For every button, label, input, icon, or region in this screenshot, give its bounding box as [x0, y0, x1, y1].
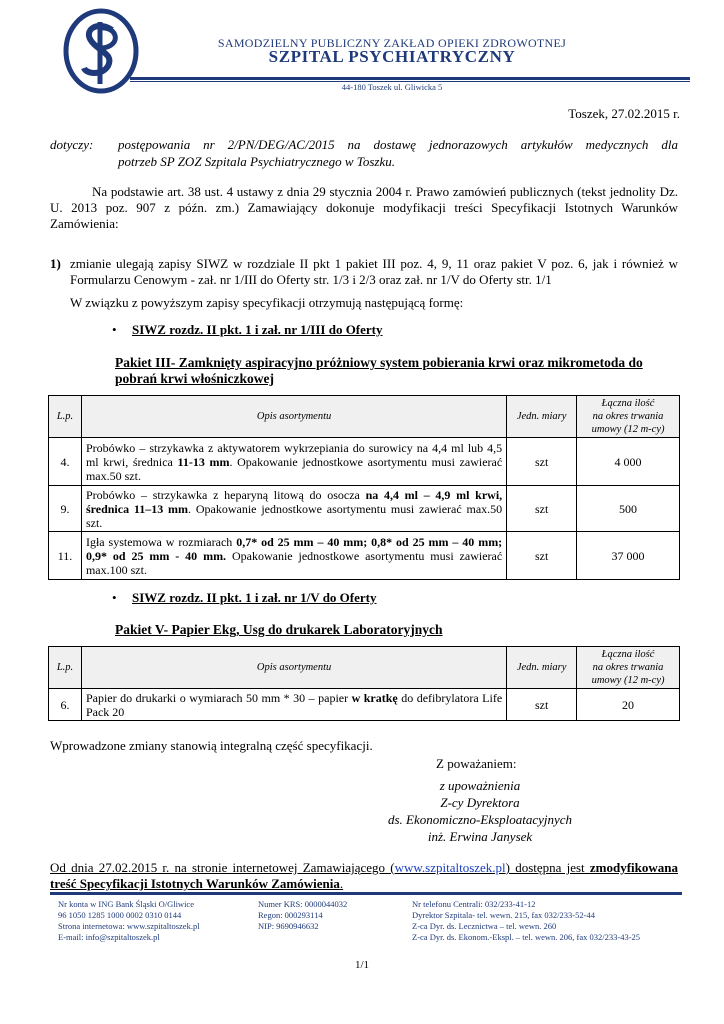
footer-email: E-mail: info@szpitaltoszek.pl: [58, 932, 160, 942]
row-lp: 6.: [49, 689, 82, 721]
bullet-dot: •: [112, 322, 117, 337]
header-qty: [577, 647, 680, 689]
website-link[interactable]: www.szpitaltoszek.pl: [394, 860, 506, 875]
signature-line1: z upoważnienia: [439, 778, 521, 793]
table-row: [49, 486, 680, 532]
org-address: 44-180 Toszek ul. Gliwicka 5: [341, 82, 443, 92]
signature-line4: inż. Erwina Janysek: [427, 829, 533, 844]
row-unit: szt: [507, 438, 577, 486]
intro-paragraph: Na podstawie art. 38 ust. 4 ustawy z dnia 29 stycznia 2004 r. Prawo zamówień publicznych (tekst jednolity Dz. U. 2013 poz. 907 z późn. zm.) Zamawiający dokonuje modyfikacji treści Specyfikacji Istotnych Warunków Zamówienia:: [50, 184, 678, 231]
row-qty: 500: [577, 486, 680, 532]
table-header-row: [49, 647, 680, 689]
header-desc: Opis asortymentu: [81, 396, 506, 438]
footer-phone-medical: Z-ca Dyr. ds. Lecznictwa – tel. wewn. 260: [412, 921, 557, 931]
consequence-text: W związku z powyższym zapisy specyfikacji otrzymują następującą formę:: [70, 295, 464, 310]
package3-title: Pakiet III- Zamknięty aspiracyjno próżniowy system pobierania krwi oraz mikrometoda do pobrań krwi włośniczkowej: [115, 355, 643, 386]
signature-line2: Z-cy Dyrektora: [440, 795, 520, 810]
subject-line2: potrzeb SP ZOZ Szpitala Psychiatrycznego w Toszku.: [118, 154, 395, 169]
item-text: zmianie ulegają zapisy SIWZ w rozdziale II pkt 1 pakiet III poz. 4, 9, 11 oraz pakiet V poz. 6, jak i również w Formularzu Cenowym - zał. nr 1/III do Oferty str. 1/3 i 2/3 oraz zał. nr 1/V do Oferty str. 1/1: [70, 256, 678, 287]
hospital-logo: [62, 8, 140, 94]
row-desc: Probówko – strzykawka z heparyną litową do osocza na 4,4 ml – 4,9 ml krwi, średnica 11–13 mm. Opakowanie jednostkowe asortymentu musi zawierać max.50 szt.: [81, 486, 506, 532]
footer-account: 96 1050 1285 1000 0002 0310 0144: [58, 910, 182, 920]
bullet-siwz-3: SIWZ rozdz. II pkt. 1 i zał. nr 1/III do Oferty: [132, 322, 383, 337]
notice-end: .: [339, 876, 344, 891]
package5-table: [48, 646, 680, 721]
header-qty-line1: Łączna ilość: [601, 398, 655, 409]
row-lp: 11.: [49, 532, 82, 580]
row-desc: Igła systemowa w rozmiarach 0,7* od 25 mm – 40 mm; 0,8* od 25 mm – 40 mm; 0,9* od 25 mm - 40 mm. Opakowanie jednostkowe asortymentu musi zawierać max.100 szt.: [81, 532, 506, 580]
table-header-row: [49, 396, 680, 438]
header-lp: L.p.: [49, 647, 82, 689]
footer-phones: [412, 899, 702, 943]
footer-phone-economic: Z-ca Dyr. ds. Ekonom.-Ekspl. – tel. wewn. 206, fax 032/233-43-25: [412, 932, 641, 942]
table-row: [49, 438, 680, 486]
header-qty-line3: umowy (12 m-cy): [591, 675, 665, 686]
footer-krs: Numer KRS: 0000044032: [258, 899, 348, 909]
page-number: 1/1: [354, 959, 370, 971]
footer-regon: Regon: 000293114: [258, 910, 323, 920]
header-unit: Jedn. miary: [507, 396, 577, 438]
item-number: 1): [50, 256, 61, 271]
bullet-dot: •: [112, 590, 117, 605]
header-desc: Opis asortymentu: [81, 647, 506, 689]
notice-pre: Od dnia 27.02.2015 r. na stronie internetowej Zamawiającego (: [50, 860, 395, 875]
table-row: [49, 532, 680, 580]
footer-website: Strona internetowa: www.szpitaltoszek.pl: [58, 921, 200, 931]
notice-paragraph: [50, 860, 678, 892]
subject-line1: postępowania nr 2/PN/DEG/AC/2015 na dostawę jednorazowych artykułów medycznych dla: [118, 137, 678, 152]
package3-table: [48, 395, 680, 580]
row-lp: 4.: [49, 438, 82, 486]
notice-bold: zmodyfikowana treść Specyfikacji Istotnych Warunków Zamówienia: [50, 860, 679, 891]
org-name: SZPITAL PSYCHIATRYCZNY: [268, 47, 516, 66]
header-qty-line3: umowy (12 m-cy): [591, 424, 665, 435]
header-qty-line1: Łączna ilość: [601, 649, 655, 660]
row-qty: 4 000: [577, 438, 680, 486]
header-unit: Jedn. miary: [507, 647, 577, 689]
row-desc: Probówko – strzykawka z aktywatorem wykrzepiania do surowicy na 4,4 ml lub 4,5 ml krwi, średnica 11-13 mm. Opakowanie jednostkowe asortymentu musi zawierać max.50 szt.: [81, 438, 506, 486]
header-rule: [130, 77, 690, 80]
header-qty-line2: na okres trwania: [592, 662, 664, 673]
row-unit: szt: [507, 486, 577, 532]
footer-nip: NIP: 9690946632: [258, 921, 319, 931]
row-qty: 37 000: [577, 532, 680, 580]
regards-text: Z poważaniem:: [436, 756, 517, 771]
row-desc: Papier do drukarki o wymiarach 50 mm * 30 – papier w kratkę do defibrylatora Life Pack 20: [81, 689, 506, 721]
notice-mid: ) dostępna jest: [505, 860, 590, 875]
footer-bank: [58, 899, 248, 943]
subject-label: dotyczy:: [50, 137, 94, 152]
row-lp: 9.: [49, 486, 82, 532]
row-qty: 20: [577, 689, 680, 721]
bullet-siwz-5: SIWZ rozdz. II pkt. 1 i zał. nr 1/V do Oferty: [132, 590, 377, 605]
header-qty: [577, 396, 680, 438]
header-qty-line2: na okres trwania: [592, 411, 664, 422]
org-line1: SAMODZIELNY PUBLICZNY ZAKŁAD OPIEKI ZDROWOTNEJ: [217, 36, 567, 50]
footer-phone-central: Nr telefonu Centrali: 032/233-41-12: [412, 899, 536, 909]
signature-line3: ds. Ekonomiczno-Eksploatacyjnych: [387, 812, 573, 827]
row-unit: szt: [507, 689, 577, 721]
footer-phone-director: Dyrektor Szpitala- tel. wewn. 215, fax 032/233-52-44: [412, 910, 595, 920]
place-date: Toszek, 27.02.2015 r.: [568, 106, 680, 121]
table-row: [49, 689, 680, 721]
header-lp: L.p.: [49, 396, 82, 438]
footer-registry: [258, 899, 398, 932]
footer-bank-name: Nr konta w ING Bank Śląski O/Gliwice: [58, 899, 194, 909]
row-unit: szt: [507, 532, 577, 580]
package5-title: Pakiet V- Papier Ekg, Usg do drukarek Laboratoryjnych: [115, 622, 443, 637]
closing-text: Wprowadzone zmiany stanowią integralną część specyfikacji.: [50, 738, 373, 753]
footer-rule: [50, 892, 682, 895]
